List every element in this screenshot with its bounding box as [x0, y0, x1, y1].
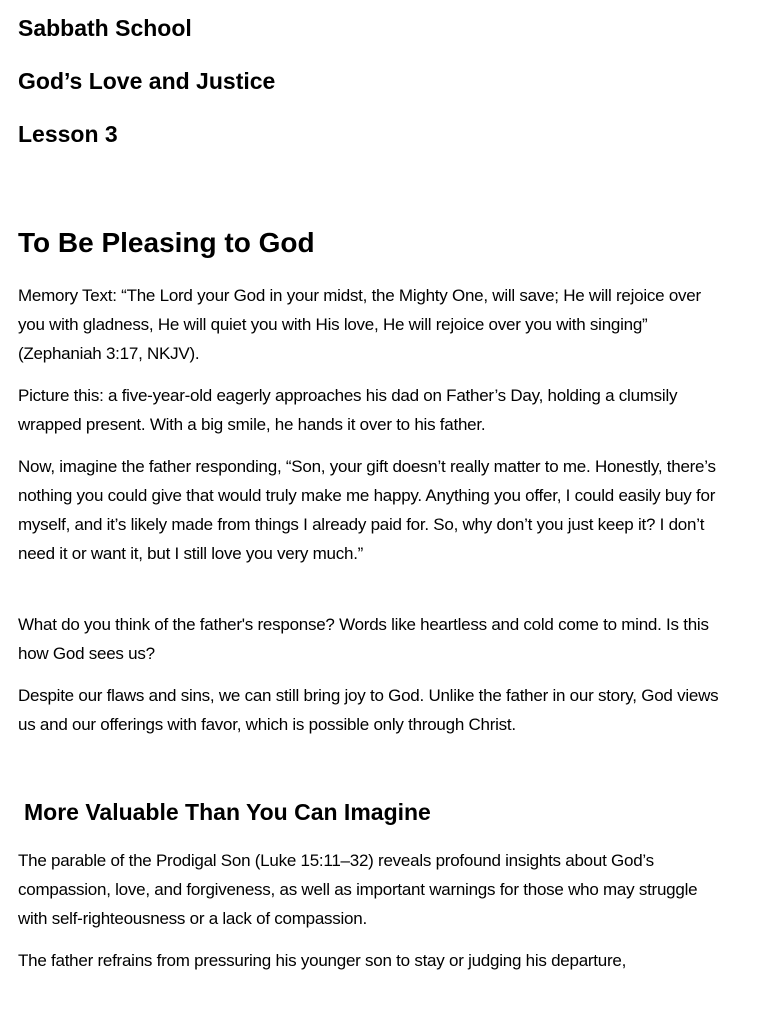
section-title-pleasing-to-god: To Be Pleasing to God: [18, 227, 315, 258]
section-title-more-valuable: More Valuable Than You Can Imagine: [24, 799, 431, 825]
body-paragraph: The parable of the Prodigal Son (Luke 15:11–32) reveals profound insights about God’s compassion, love, and forgiveness, as well as important warnings for those who may struggle with self-righteousness or a lack of compassion.: [18, 851, 698, 928]
header-quarter-title: God’s Love and Justice: [18, 68, 276, 94]
body-paragraph: Picture this: a five-year-old eagerly approaches his dad on Father’s Day, holding a clumsily wrapped present. With a big smile, he hands it over to his father.: [18, 386, 678, 434]
body-paragraph: Despite our flaws and sins, we can still bring joy to God. Unlike the father in our story, God views us and our offerings with favor, which is possible only through Christ.: [18, 686, 719, 734]
memory-text-paragraph: Memory Text: “The Lord your God in your midst, the Mighty One, will save; He will rejoice over you with gladness, He will quiet you with His love, He will rejoice over you with singing” (Zephaniah 3:17, NKJV).: [18, 286, 701, 363]
header-lesson-number: Lesson 3: [18, 121, 118, 147]
header-series-title: Sabbath School: [18, 15, 192, 41]
body-paragraph: Now, imagine the father responding, “Son, your gift doesn’t really matter to me. Honestly, there’s nothing you could give that would truly make me happy. Anything you offer, I could easily buy for myself, and it’s likely made from things I already paid for. So, why don’t you just keep it? I don’t need it or want it, but I still love you very much.”: [18, 457, 716, 563]
body-paragraph: The father refrains from pressuring his younger son to stay or judging his departure,: [18, 951, 627, 970]
body-paragraph: What do you think of the father's response? Words like heartless and cold come to mind. Is this how God sees us?: [18, 615, 709, 663]
